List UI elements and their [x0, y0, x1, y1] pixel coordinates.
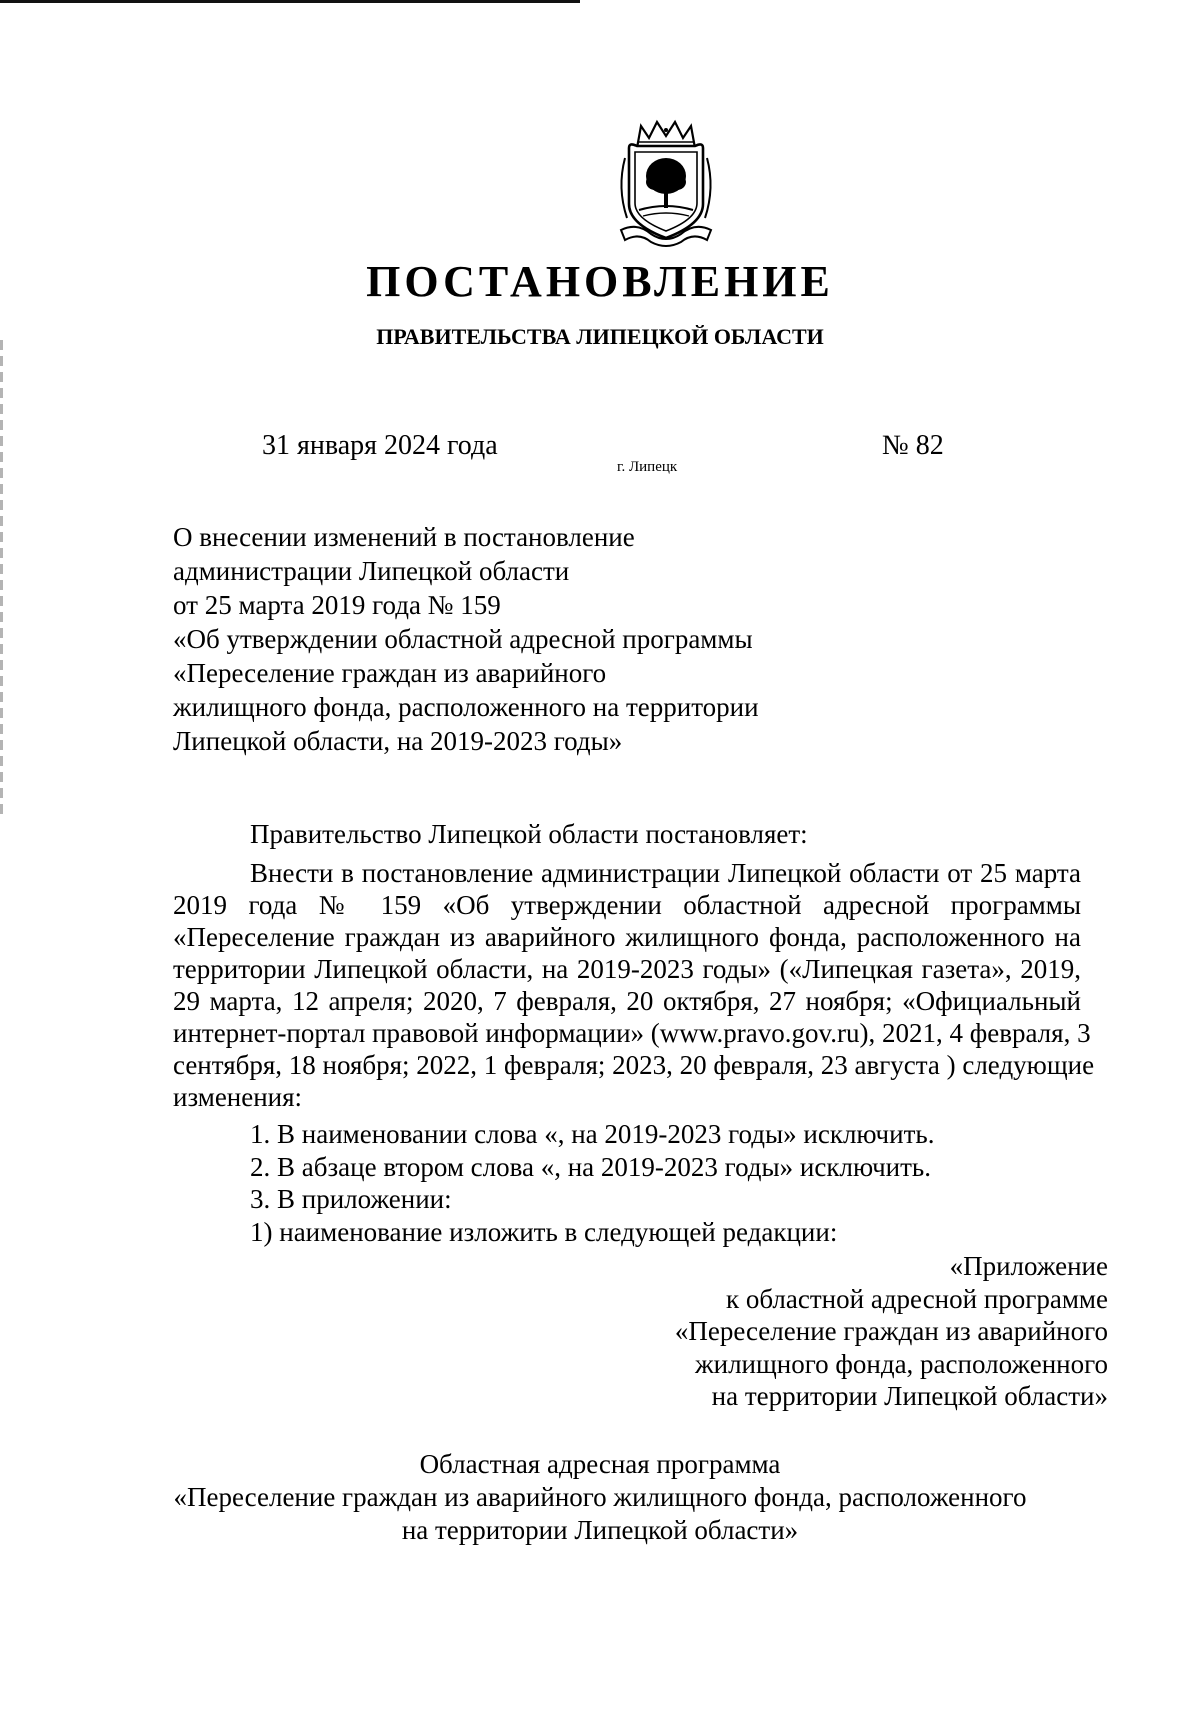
appendix-line: «Переселение граждан из аварийного: [674, 1316, 1108, 1346]
body-line: интернет-портал правовой информации» (www.pravo.gov.ru), 2021, 4 февраля, 3: [173, 1018, 1091, 1048]
appendix-line: на территории Липецкой области»: [711, 1381, 1108, 1411]
appendix-heading: [675, 1250, 1108, 1413]
subject-line: администрации Липецкой области: [173, 556, 570, 586]
document-date: 31 января 2024 года: [262, 430, 498, 461]
top-scan-rule: [0, 0, 580, 3]
change-item: 1. В наименовании слова «, на 2019-2023 годы» исключить.: [250, 1119, 935, 1149]
change-item: 2. В абзаце втором слова «, на 2019-2023 годы» исключить.: [250, 1151, 931, 1182]
body-line: 29 марта, 12 апреля; 2020, 7 февраля, 20 октября, 27 ноября; «Официальный: [173, 986, 1081, 1016]
body-paragraph: [173, 857, 1095, 1113]
subject-line: О внесении изменений в постановление: [173, 522, 635, 552]
document-number: № 82: [882, 430, 944, 461]
body-line: территории Липецкой области, на 2019-2023 годы» («Липецкая газета», 2019,: [173, 954, 1081, 984]
program-line: на территории Липецкой области»: [401, 1515, 799, 1545]
preamble: Правительство Липецкой области постановляет:: [250, 819, 808, 849]
subject-line: «Переселение граждан из аварийного: [173, 658, 607, 688]
appendix-line: жилищного фонда, расположенного: [694, 1348, 1108, 1379]
body-line: изменения:: [173, 1082, 303, 1112]
document-subtitle: ПРАВИТЕЛЬСТВА ЛИПЕЦКОЙ ОБЛАСТИ: [376, 324, 824, 349]
subject-line: Липецкой области, на 2019-2023 годы»: [173, 726, 623, 756]
change-item: 1) наименование изложить в следующей редакции:: [250, 1216, 838, 1247]
document-city: г. Липецк: [617, 459, 678, 475]
body-line: сентября, 18 ноября; 2022, 1 февраля; 2023, 20 февраля, 23 августа ) следующие: [173, 1050, 1095, 1080]
program-line: «Переселение граждан из аварийного жилищного фонда, расположенного: [173, 1482, 1027, 1512]
subject-line: жилищного фонда, расположенного на территории: [173, 692, 759, 722]
body-line: Внести в постановление администрации Липецкой области от 25 марта: [250, 858, 1081, 888]
appendix-line: «Приложение: [949, 1251, 1108, 1281]
body-line: 2019 года № 159 «Об утверждении областной адресной программы: [173, 890, 1081, 920]
body-line: «Переселение граждан из аварийного жилищного фонда, расположенного на: [173, 922, 1081, 952]
program-title: [0, 1448, 1200, 1547]
subject-line: от 25 марта 2019 года № 159: [173, 590, 501, 620]
document-title: ПОСТАНОВЛЕНИЕ: [366, 257, 834, 306]
program-line: Областная адресная программа: [419, 1449, 781, 1479]
change-item: 3. В приложении:: [250, 1184, 452, 1214]
document-subject: [173, 520, 759, 758]
coat-of-arms-icon: [615, 118, 717, 248]
subject-line: «Об утверждении областной адресной программы: [173, 624, 753, 654]
appendix-line: к областной адресной программе: [726, 1283, 1108, 1314]
change-items: [250, 1118, 934, 1248]
scan-edge-mark: [0, 340, 3, 820]
